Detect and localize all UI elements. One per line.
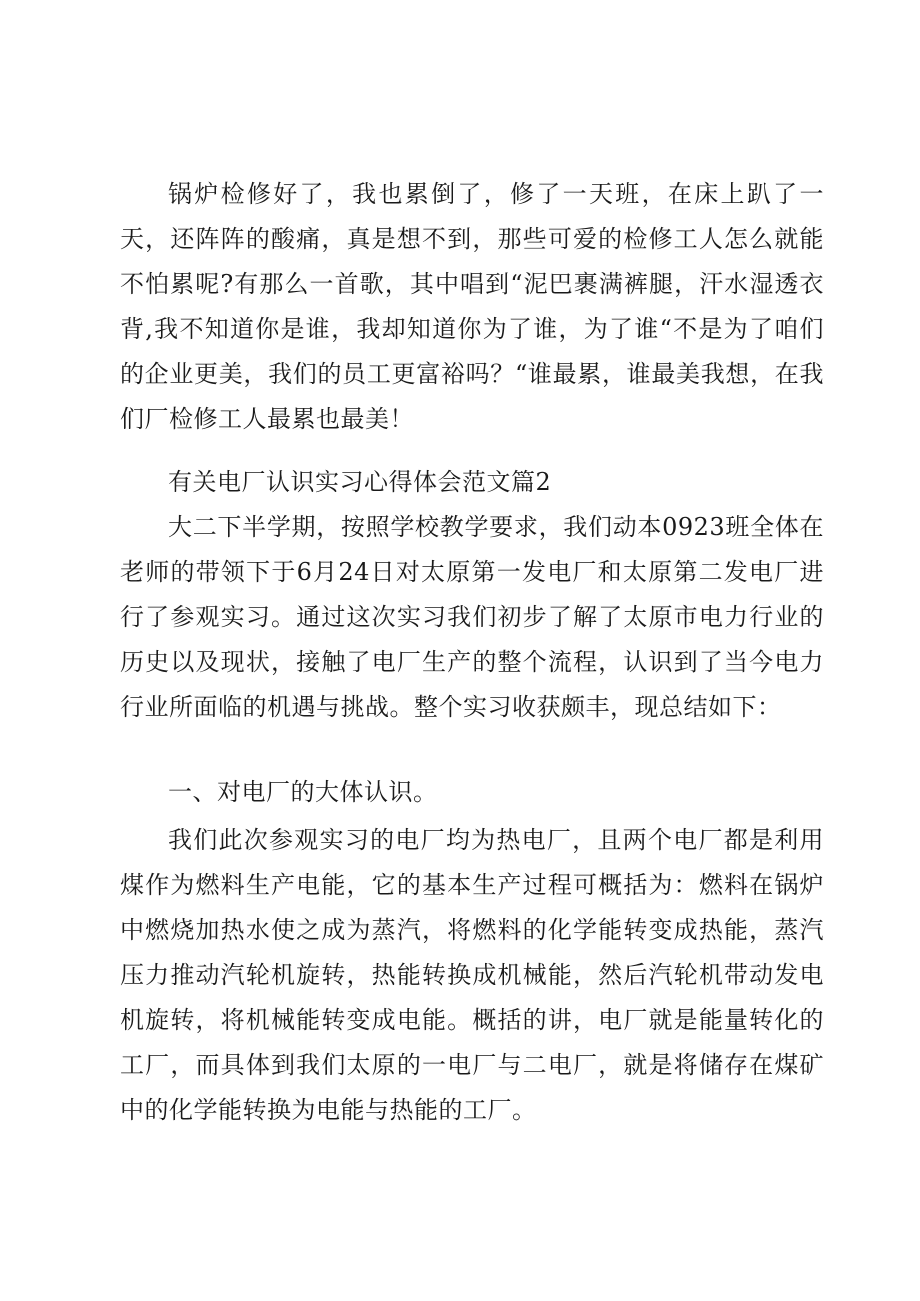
- paragraph-text: 锅炉检修好了，我也累倒了，修了一天班，在床上趴了一天，还阵阵的酸痛，真是想不到，那些可爱的检修工人怎么就能不怕累呢?有那么一首歌，其中唱到“泥巴裹满裤腿，汗水湿透衣背,我不知道你是谁，我却知道你为了谁，为了谁“不是为了咱们的企业更美，我们的员工更富裕吗？“谁最累，谁最美我想，在我们厂检修工人最累也最美！: [120, 180, 824, 433]
- heading-text: 有关电厂认识实习心得体会范文篇2: [168, 468, 552, 496]
- paragraph-boiler-repair: [120, 172, 824, 442]
- section-title: [120, 770, 824, 815]
- paragraph-text: 大二下半学期，按照学校教学要求，我们动本0923班全体在老师的带领下于6月24日对太原第一发电厂和太原第二发电厂进行了参观实习。通过这次实习我们初步了解了太原市电力行业的历史以及现状，接触了电厂生产的整个流程，认识到了当今电力行业所面临的机遇与挑战。整个实习收获颇丰，现总结如下：: [120, 513, 824, 721]
- section-title-text: 一、对电厂的大体认识。: [168, 778, 438, 806]
- article-heading: [120, 460, 824, 505]
- paragraph-power-plant-overview: [120, 818, 824, 1133]
- paragraph-text: 我们此次参观实习的电厂均为热电厂，且两个电厂都是利用煤作为燃料生产电能，它的基本生产过程可概括为：燃料在锅炉中燃烧加热水使之成为蒸汽，将燃料的化学能转变成热能，蒸汽压力推动汽轮机旋转，热能转换成机械能，然后汽轮机带动发电机旋转，将机械能转变成电能。概括的讲，电厂就是能量转化的工厂，而具体到我们太原的一电厂与二电厂，就是将储存在煤矿中的化学能转换为电能与热能的工厂。: [120, 826, 824, 1124]
- paragraph-internship-intro: [120, 505, 824, 730]
